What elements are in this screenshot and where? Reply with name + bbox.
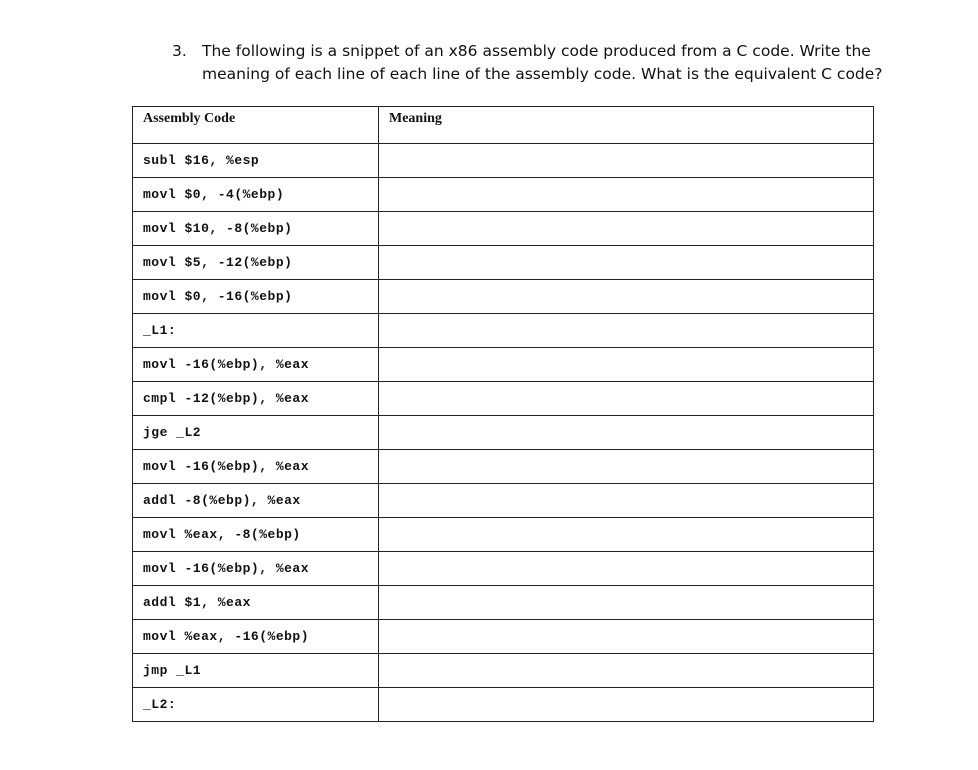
question-block xyxy=(172,40,892,86)
assembly-code-cell: movl $10, -8(%ebp) xyxy=(133,212,379,246)
meaning-cell[interactable] xyxy=(379,484,874,518)
assembly-code-cell: _L1: xyxy=(133,314,379,348)
meaning-cell[interactable] xyxy=(379,144,874,178)
table-body xyxy=(133,144,874,722)
question-number: 3. xyxy=(172,42,187,60)
table-row xyxy=(133,348,874,382)
assembly-code-cell: movl $0, -4(%ebp) xyxy=(133,178,379,212)
question-text: The following is a snippet of an x86 assembly code produced from a C code. Write the meaning of each line of each line of the assembly code. What is the equivalent C code? xyxy=(202,42,883,83)
assembly-code-cell: movl %eax, -16(%ebp) xyxy=(133,620,379,654)
header-meaning: Meaning xyxy=(379,107,874,144)
meaning-cell[interactable] xyxy=(379,416,874,450)
meaning-cell[interactable] xyxy=(379,654,874,688)
assembly-code-cell: addl -8(%ebp), %eax xyxy=(133,484,379,518)
table-header-row xyxy=(133,107,874,144)
assembly-code-cell: cmpl -12(%ebp), %eax xyxy=(133,382,379,416)
meaning-cell[interactable] xyxy=(379,620,874,654)
table-row xyxy=(133,450,874,484)
assembly-code-cell: jmp _L1 xyxy=(133,654,379,688)
table-row xyxy=(133,416,874,450)
assembly-code-cell: movl -16(%ebp), %eax xyxy=(133,348,379,382)
table-row xyxy=(133,552,874,586)
assembly-code-cell: movl $5, -12(%ebp) xyxy=(133,246,379,280)
meaning-cell[interactable] xyxy=(379,450,874,484)
meaning-cell[interactable] xyxy=(379,348,874,382)
assembly-code-cell: addl $1, %eax xyxy=(133,586,379,620)
meaning-cell[interactable] xyxy=(379,212,874,246)
meaning-cell[interactable] xyxy=(379,178,874,212)
assembly-code-cell: jge _L2 xyxy=(133,416,379,450)
meaning-cell[interactable] xyxy=(379,586,874,620)
table-row xyxy=(133,518,874,552)
table-row xyxy=(133,144,874,178)
meaning-cell[interactable] xyxy=(379,552,874,586)
table-row xyxy=(133,620,874,654)
table-row xyxy=(133,280,874,314)
assembly-code-cell: movl %eax, -8(%ebp) xyxy=(133,518,379,552)
table-row xyxy=(133,178,874,212)
meaning-cell[interactable] xyxy=(379,280,874,314)
table-row xyxy=(133,246,874,280)
assembly-code-cell: subl $16, %esp xyxy=(133,144,379,178)
table-row xyxy=(133,484,874,518)
assembly-table xyxy=(132,106,874,722)
header-assembly-code: Assembly Code xyxy=(133,107,379,144)
assembly-code-cell: _L2: xyxy=(133,688,379,722)
assembly-code-cell: movl $0, -16(%ebp) xyxy=(133,280,379,314)
meaning-cell[interactable] xyxy=(379,688,874,722)
assembly-code-cell: movl -16(%ebp), %eax xyxy=(133,450,379,484)
table-row xyxy=(133,654,874,688)
meaning-cell[interactable] xyxy=(379,518,874,552)
table-row xyxy=(133,382,874,416)
meaning-cell[interactable] xyxy=(379,246,874,280)
meaning-cell[interactable] xyxy=(379,382,874,416)
assembly-code-cell: movl -16(%ebp), %eax xyxy=(133,552,379,586)
table-row xyxy=(133,314,874,348)
meaning-cell[interactable] xyxy=(379,314,874,348)
table-row xyxy=(133,212,874,246)
table-row xyxy=(133,688,874,722)
table-row xyxy=(133,586,874,620)
